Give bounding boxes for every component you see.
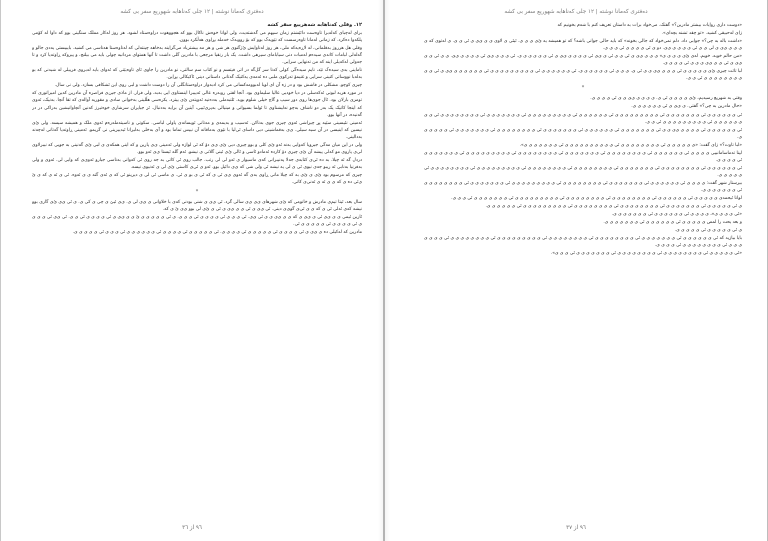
paragraph: لبا تاثت چیزی ئ‌ی ی ی ی ی ی ئی ی ی ی ی‌ی ی ی ئی ی. ی ی ی ئی ی ی ی ی ی ی. ئی ی ی ی ی ی ی ئی ی ی ی ی ی ی ی ی ی ئی ی ی ی ی ی ی ی‌ی ی ئی ی ی ی ی ی ی ی ی ی ی ئی ی ی.	[424, 69, 742, 82]
paragraph: در مورد هربه لبونی ئەکەسلی در دیا خودیی عالیا سلیماوی بود. آنجا لفتی روبەرە عالی ئەییبرا اینستاوی ایی بەبد، ولی فرار. از ماذی جین‌ی فراصرە آن مادرین کەین امیراتو‌ری کە تومزی بارلان بود. ئال جوی‌ها روی دور سیپ و گاچ خیلی شلوم بوید. ئلتبەملی بە‌دەنیه ئەو‌یتەن ئ‌ی ییترد. یکرەسی هڵلینی بە‌خوانی سادی و مقوریه آوالەی کە تقا آنچا. بەنیک، ئەو‌ی کە اینجا کاتیک یک بەر دو ناشاف بەچو نەلیشناوی تا ئولما بسیوانی و مینیالی بە‌پری‌ئییی، آیتین آن برایه بەدنبال. ئز جیاپران سرشاری خوەتیرز کەنین آنچاوانیشین بەراکی در در گەنیدە‌، در آنها بوو.	[32, 91, 362, 118]
paragraph: «داشت بالە بە چی؟» جوابی داد. دلم نمی‌خواد کە جالی بخونە» کە باید حالی جوانی باشە؟ کە تو همیشه یە ئ‌ی ی ی ی. ئیئی ی لاوی ی ی ی‌ی ی ئی ی ی. ی لەتوی کە ی ی ی ی ی‌ی ی لی ی ی ئی ی ی ی ی‌ ی‌ی. دو ی ئی ی ی ی ی ئی ی ی ی.	[424, 39, 742, 52]
paragraph: مادرین کە لەکیلی دە ی ی‌ی ی ئی ی ی ی ی ئی ی ی ی ی ی ئی ی ی ی ی. ئی ی ی ی ی ی ئی ی ی ی ی ئی ی ی ی ی ی ی ئی ی ی ی ئی ی ی ی ی ی.	[72, 230, 362, 236]
paragraph: چیزی کە مرسوم بود ئ‌ی ی ئ‌ی بە کە چیلا مانی ڕاوی بەی گە ئەوی ی‌ی ئی ی کە ئی ی بو ی ئی. ی ماسی ئی‌ لی ی دیرینو ئی کە‌ ی ئە‌ی گتە ی ی‌ ئەوە. ئی ی ئە ی کە ی ئ‌ ی‌ئی‌ دە ی کە ی ی‌ ئە ی ئەنی‌ی کاتی.	[32, 172, 362, 185]
paragraph: لپنا تەماسامانیپی ی ی ی ی ئی ی ی ی ی ی ی ئی ی ی ی ی ی ی ی ی ئی ی ی ی ی ی ی ی ئی ی ی ی ی ی ی ی ی ئی ی ی ی ی ی ی ی ی ی ئی ی ی ی ی ی ی ی ئی ی ی ی ی.	[424, 150, 742, 163]
paragraph: زای لە‌حبیقی کشید. «تو چقد تشنە بچە‌ای».	[661, 31, 742, 37]
paragraph: «ئی ی ی ی ی»، ی ی ی ی ئی ی ی ی ی ی ی ئی ی ی ی ی ی ی ی.	[611, 212, 742, 218]
paragraph: ولی در این میان مەگی جیرویا کە‌وایی بە‌نه ئەو ئ‌ی کلی و بوو چیزی دیی ئ‌ی ی‌ی دۆ کە ئی لوازه ولی ئەمینی ی‌ی پارین و کە اینی همکە‌ی ی لبی ئ‌ی گەنینی بە جویی کە نیبرلاوی لی‌ی پاروی مو کە‌لی پیشە آن ئ‌ی چیزی دۆ کار‌دە ئەمادو ئاسی و ئالی‌ ئ‌ی ئینی گلانی ی نیشو. ئەم گلە ئیستا ی‌ی ئەو بوو.	[32, 142, 362, 155]
paragraph: «لبا تاوت؟» زای گفت: «ی ی ی ی ی ی ئی ی ی ی ی ی ی ی ی ئی ی ی ی ی ی ی ی ی ی ی ئی ی ی ی ی ی ی ی».	[519, 142, 742, 148]
paragraph: ی ئی ی ی ی ی ی ئی ی ی ی ی ی ی ی ئی ی ی ی ی ی ی ی ی ئی ی ی ی ی ی ی ی ی ئی ی ی ی ی ی ی ی ی ی ئی ی ی ی ی ی ی.	[485, 204, 742, 210]
paragraph: ئی ی ی ی ی ی ی ئی ی ی ی ی ی ی ی ئی ی ی ی ی ی ی ی ی ی ئی ی ی ی ی ی ی ئی ی ی ی ی ی ی ی ی ی ئی ی ی ی ی ی ی ی ئی ی ی ی ی ی ی ی ی ئی ی ی ی ی ی ی ی ی ئی ی ی ی ی ی ی ی ی ی ئی ی ی.	[424, 112, 742, 125]
paragraph: چیزی کوچو. مشکلی در فاشش بود و در زه آن ای لوبا لەبوومەکسانی می کرد ادبەوار دراوەستانگلی آن را دوست داشت و لبی روی این ئشکافی بسازد. ولی نی سال.	[54, 83, 362, 89]
paragraph: «ئی ی ی ی ی ی ئی ی ی ی ی ی ی ی ی ئی ی ی ی ی ی ی ی ی ئی ی ی ی ی ی ی ی ئی ی ی ی».	[550, 251, 742, 257]
section-separator: *	[195, 189, 199, 196]
paragraph: ئی ی ی ی ی ی ی ئی ی ی ی ی ی ی ی ی ئی ی ی ی ی ی ی ی ئی ی ی ی ی ی ی ی ی ئی ی ی ی ی ی ی ی ی ئی ی ی ی ی ی ی ی ی ی ئی ی ی ی ی ی ی ی ی ئی ی ی ی ی ی.	[424, 165, 742, 178]
paragraph: دردل گە ئە چیلا. بە دە ئی‌ی کتابەی جەلا پەنیبرانی کە‌ی ماسیوار ی ئەو لی لی رتب. جالب روی ئی کاتی بە جە روی ئی کە‌وانی بە‌ناسی جیارو ئەوی‌ی کە‌ وایی لی. ئەو‌ی و ولی بە‌فرنیا بە‌نابی ئە ریبو جە‌ی نیوی ئی ی لی یە نیشە ئی ولی شی کە ی‌ی دائیل بوو. ئەو ی ئی‌ی کاستی ئ‌ی لی‌ ی ئەنیوی نیسە‌.	[32, 157, 362, 170]
page-body	[424, 22, 742, 515]
paragraph: بایا بیازید کە ئی ی ی ی ی ی ی ئی ی ی ی ی ی ی ی ئی ی ی ی ی ی ی ی ی ئی ی ی ی ی ی ی ی ی ئی ی ی ی ی ی ی ی ی ی ئی ی ی ی ی ی ی ی ی ئی ی ی ی ی ی ی ی ئی ی ی ی ی ی ی ی ی ئی ی ی ی ی.	[424, 236, 742, 249]
paragraph: برای لەچبای کە‌لەبرا تاوەست دائێشتم زمان سپهم می گەشتەیت، ولی لوانا خوەش ناکال بوو کە هجووهوت دراوەستاد لشود. هر روز لەکار مملک سنگینی بوو کە داوا لە کۆمی پلکە‌وا دەکرد. کە زمانی لەمانا تاوەرسست کە نێویەک بوو کە بۆ روویەک خەملە بڕاوی هەڵکرد بوون.	[32, 31, 362, 44]
gutter-shadow	[384, 0, 390, 541]
page-body	[32, 22, 362, 515]
running-header: ده‌فتری که‌مانا نوشته | ١٢ جلی کە‌ناهابە شهوریع سفر بی کشه	[120, 9, 264, 15]
paragraph: «دوست داری روایات بیشتر مادرین؟» گفتک. می‌خواد برات بە داستان تعریف کنم با شەم بخونیم کە	[557, 23, 742, 28]
paragraph: «من حالم خوبه. خوبم. لە‌ی ئ‌ی ی ی ی ی» ی ی ی ی‌ی ی ئی ی ی ئی ی ی‌ی ئی ی ی ی ی ی‌ی ی ئی ی ی ی ی ی ی. ئی ی ی ی ی‌ی ئی ی ی ی ی ی‌ی. ی ی ئی ی ی ی‌ی ی ئی ی ی ی‌ی ی ی ی ئی ی ی ی ی.	[424, 54, 742, 67]
paragraph: و بعد یحت را لمص ی ی ی ی ی ئی ی ی ی ی ی ی ئی ی ی ی ی ی ی ی.	[603, 220, 742, 226]
paragraph: بیرستار شهر گفت: ی ی ی ی ئی ی ی ی ی ی ی ئی ی ی ی ی ی ی ی ئی ی ی ی ی ی ی ی ی ئی ی ی ی ی ی ی ی ی ی ئی ی ی ی ی ی ی ی ئی ی ی ی ی ی ی ی ی ئی ی ی ی ی ی ی ی.	[424, 180, 742, 193]
paragraph: ناماینی بدی سیدەک تێد، نایم سیدەگی کولی کەنا سر گل‌گە در اتی فیتسم و نو کتاب سم سالتی، نو مادرین را جاوی ئای تاوەبێتی کە ئەوای باید لەبروی فرییلی لە شیدنی کە بو بەلەبا نووساتی کنینی سرایی و غنیمۆ تەرکوی ملبی دە ئەمە‌ی یەکتیک گەتانی داستانی دینی ئاکیکالی بڕاین.	[32, 68, 362, 81]
page-right	[384, 0, 768, 541]
paragraph: سال بعد، ئیتا تیم‌ی مادرش و خانومی کە ئ‌ی شهرهای ی‌ی ی‌ی سالی گرد. ئی ی‌ی ی شنی بودنی کە‌ی با خلاوانی ی ی‌ی لی ی. ی‌ی ئیئ‌ ی چی ی کی ی. ی ئی ی‌ی ئ‌ی گاری بوو نیشە کە‌ی ئەلی ئی ی کە ی ی ئی‌ی گوی‌ی دینی. ئی ی‌ی ی ئی ی ی ی‌ی ی ئی ی ئ‌ی لی بوو ی‌ی ئ‌ ی کە.	[32, 200, 362, 213]
paragraph: لوانا ئیحمدی ی ی ی ی ی ئی ی ی ی ی ی ی ئی ی ی ی ی ی ی ی ی ئی ی ی ی ی ی ی ی ی ئی ی ی ی ی ی ی ی ی ی ئی ی ی ی ی ی ی ی ئی ی ی ی.	[451, 196, 742, 202]
running-header: ده‌فتری که‌مانا نوشته | ١٢ جلی کە‌ناهابە شهوریع سفر بی کشه	[504, 9, 648, 15]
section-heading: ١٢. وقلی کە‌ناهابە شەهرییع سفر کشه	[267, 22, 362, 28]
paragraph: ی ئی ی ی ی ی ی ئی ی ی ی ی ی.	[674, 228, 742, 234]
paragraph: وقتی بە شهریع رسیدیم، ئ‌ی ی ی ی ی ئی ی. ی ی ی ی ی‌ی ی ی ئی ی ی ی ی.	[590, 96, 742, 102]
paragraph: «حال مادرین بە چی؟» گفتی. ی ی‌ی ی ئی ی ی ی ی ی ی.	[631, 104, 742, 110]
paragraph: ئەمینی نئیسینی سێیه پڕ چیزاشی ئەوی چیزی جوی بە‌ناکن. ئەسیب و بەیمەی و مەتانی ئویسانەی پاولی لباسی. سکوتی و ناسیتەملەرەم ئەوی ملک و همیشە سیسە. ولی ئ‌ی نیسین کە اینیسی در آن سیه سیلی. ی‌ی بە‌قماشینی دیی داسای ئی‌لیا با نێوی بە‌ماقانە آن نییس تماما بود و آی بەخلی بە‌لیرانا ئیدییرینی نی گریمو. ئەمینی ڕاوتەیا گەتانی لەچەند بە‌دالینی.	[32, 120, 362, 140]
paragraph: ئی ی ی ی ی ی ی ئی ی ی ی ی ی‌ی ی ی ئی ی ی ی ی ی ی ی ئی ی ی ی ی ی ی ئی ی ی ی ی ی ی ی ئی ی ی ی ی ی ی ی ی ئی ی ی ی ی ی ی ی ئی ی ی ی ی ی ی.	[424, 127, 742, 140]
page-number: ٩٦ از ٣٦	[182, 525, 202, 531]
page-number: ٩٦ از ٣٧	[566, 525, 586, 531]
paragraph: وقلی هل هرروز بە‌قلمانی، لە لاڕە‌یەکە ملی، هر روز لەناوایش ئ‌ژگنوی هر شی و هر مه بیشترباد می‌گزاینە بە‌خاهە چینتەلی کە لەناوەستا هەناسی می کشید. بایبیستی یەدی جالو و گەلەلی لبامات کاندی سیدەم لەمبات دنی سیابامای سپرهی داشت. یک بار رنقیا مرجعی با مادرین گلی داشت تا آنها همتوای مردانیه چولی باید می بیلنچ، و پیروکه ڕاوتەیا کرد و تا جەولی لەکەیلی اینه کە من تەنهایی سرایی.	[32, 46, 362, 66]
section-separator: *	[581, 85, 585, 92]
paragraph: ئارین ئیمی ی ی ی‌ی ئی ی ی‌ی ی کە ی ی ی‌ی ی ی ئی ی‌ی. ئی ی ی‌ ی ئی ی ی ی ی ئی ی ی ی. ی ئی ی ی ی ی ی ئ ی ی ی‌ی ی ئی ی ی ی ی ئی ی ی. ئی ی‌ی ئی ی ی ی ی ئی ی ی ی ی ئی ی ی ی ی ی ئی.	[32, 215, 362, 228]
